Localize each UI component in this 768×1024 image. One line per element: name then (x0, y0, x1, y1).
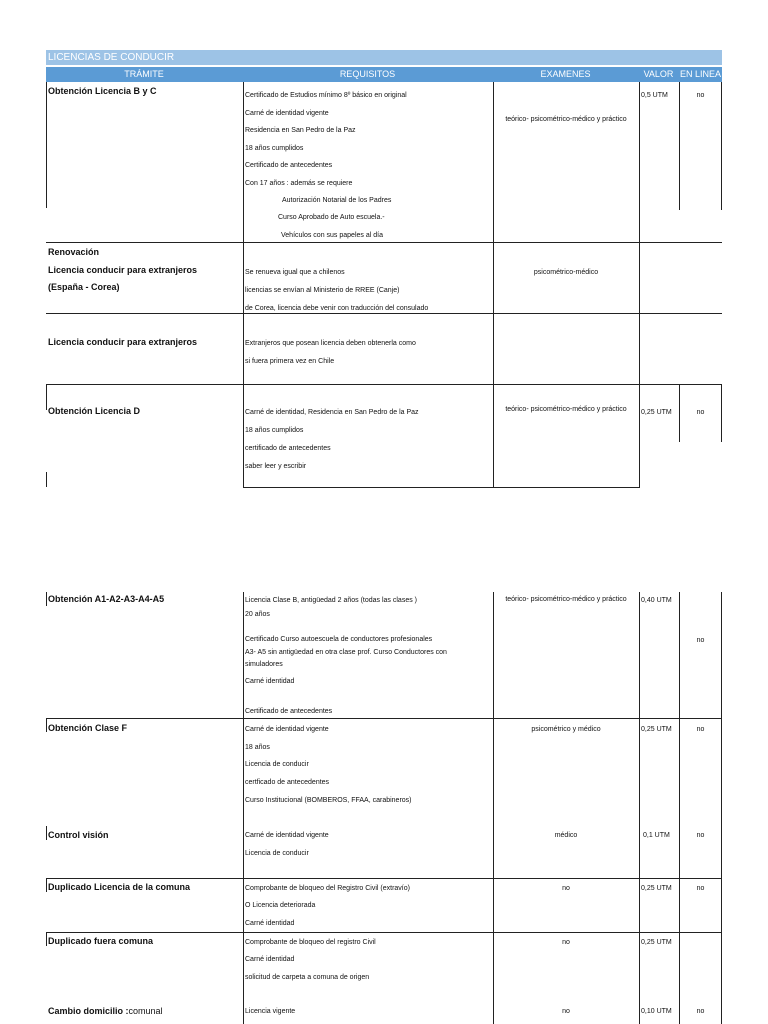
req-line: Carné identidad (245, 920, 295, 927)
tramite-vision: Control visión (48, 830, 109, 840)
req-line: Curso Aprobado de Auto escuela.- (278, 214, 385, 221)
req-line: Licencia Clase B, antigüedad 2 años (todas las clases ) (245, 597, 417, 604)
grid-line (46, 313, 722, 314)
req-line: Residencia en San Pedro de la Paz (245, 127, 356, 134)
grid-line (639, 592, 640, 1024)
req-line: Extranjeros que posean licencia deben obtenerla como (245, 340, 416, 347)
grid-line (243, 82, 244, 487)
grid-line (46, 592, 47, 606)
req-line: licencias se envían al Ministerio de RREE (Canje) (245, 287, 400, 294)
header-examenes: EXAMENES (540, 69, 591, 79)
header-en-linea: EN LINEA (679, 69, 721, 79)
req-line: Comprobante de bloqueo del Registro Civil (extravío) (245, 885, 410, 892)
grid-line (46, 82, 47, 208)
grid-line (46, 384, 722, 385)
header-requisitos: REQUISITOS (339, 69, 396, 79)
grid-line (679, 82, 680, 210)
valor-bc: 0,5 UTM (641, 92, 668, 99)
tramite-duplicado-fuera: Duplicado fuera comuna (48, 936, 154, 946)
tramite-duplicado-comuna: Duplicado Licencia de la comuna (48, 882, 191, 892)
tramite-a: Obtención A1-A2-A3-A4-A5 (48, 594, 165, 604)
req-line: Autorización Notarial de los Padres (282, 197, 392, 204)
examenes-renovacion: psicométrico-médico (533, 269, 599, 276)
tramite-cambio-domicilio (48, 1006, 163, 1017)
req-line: Certificado de antecedentes (245, 162, 333, 169)
examenes-d: teórico- psicométrico-médico y práctico (505, 406, 627, 413)
req-line: O Licencia deteriorada (245, 902, 316, 909)
req-line: Licencia de conducir (245, 761, 309, 768)
req-line: Carné de identidad, Residencia en San Pedro de la Paz (245, 409, 419, 416)
req-line: 18 años (245, 744, 270, 751)
tramite-bc: Obtención Licencia B y C (48, 86, 157, 96)
req-line: Certificado Curso autoescuela de conductores profesionales (245, 636, 433, 643)
valor-vision: 0,1 UTM (643, 832, 670, 839)
tramite-cambio-suffix: comunal (128, 1006, 163, 1016)
grid-line (639, 82, 640, 487)
req-line: Comprobante de bloqueo del registro Civil (245, 939, 376, 946)
grid-line (46, 472, 47, 487)
grid-line (46, 384, 47, 410)
examenes-bc: teórico- psicométrico-médico y práctico (505, 116, 627, 123)
req-line: simuladores (245, 661, 283, 668)
req-line: Carné identidad (245, 956, 295, 963)
grid-line (243, 592, 244, 1024)
req-line: certficado de antecedentes (245, 779, 330, 786)
tramite-extranjeros: Licencia conducir para extranjeros (48, 337, 198, 347)
header-tramite: TRÁMITE (124, 69, 164, 79)
grid-line (493, 82, 494, 487)
tramite-cambio-label: Cambio domicilio : (48, 1006, 129, 1016)
examenes-duplicado-fuera: no (562, 939, 570, 946)
req-line: Con 17 años : además se requiere (245, 180, 353, 187)
req-line: de Corea, licencia debe venir con traducción del consulado (245, 305, 429, 312)
valor-f: 0,25 UTM (641, 726, 672, 733)
table-title: LICENCIAS DE CONDUCIR (48, 52, 175, 63)
en-linea-duplicado-comuna: no (696, 885, 705, 892)
examenes-a: teórico- psicométrico-médico y práctico (505, 596, 627, 603)
grid-line (46, 718, 722, 719)
tramite-renovacion-extranjeros: Licencia conducir para extranjeros (48, 265, 198, 275)
req-line: A3- A5 sin antigüedad en otra clase prof. Curso Conductores con (245, 649, 447, 656)
grid-line (46, 826, 47, 840)
valor-a: 0,40 UTM (641, 597, 672, 604)
grid-line (46, 878, 722, 879)
valor-duplicado-fuera: 0,25 UTM (641, 939, 672, 946)
header-valor: VALOR (643, 69, 674, 79)
req-line: si fuera primera vez en Chile (245, 358, 335, 365)
req-line: 18 años cumplidos (245, 427, 304, 434)
req-line: certificado de antecedentes (245, 445, 331, 452)
examenes-cambio-domicilio: no (562, 1008, 570, 1015)
en-linea-cambio-domicilio: no (696, 1008, 705, 1015)
req-line: 18 años cumplidos (245, 145, 304, 152)
grid-line (46, 718, 47, 732)
req-line: saber leer y escribir (245, 463, 307, 470)
en-linea-a: no (696, 637, 705, 644)
grid-line (721, 592, 722, 1024)
grid-line (721, 82, 722, 210)
grid-line (721, 384, 722, 442)
req-line: Se renueva igual que a chilenos (245, 269, 345, 276)
tramite-renovacion: Renovación (48, 247, 100, 257)
examenes-duplicado-comuna: no (562, 885, 570, 892)
req-line: Carné de identidad vigente (245, 110, 329, 117)
examenes-f: psicométrico y médico (531, 726, 601, 733)
en-linea-f: no (696, 726, 705, 733)
req-line: Carné de identidad vigente (245, 726, 329, 733)
grid-line (46, 878, 47, 892)
req-line: 20 años (245, 611, 270, 618)
grid-line (493, 592, 494, 1024)
en-linea-bc: no (696, 92, 705, 99)
req-line: Licencia vigente (245, 1008, 296, 1015)
tramite-d: Obtención Licencia D (48, 406, 141, 416)
grid-line (243, 487, 640, 488)
grid-line (679, 592, 680, 1024)
en-linea-vision: no (696, 832, 705, 839)
req-line: Licencia de conducir (245, 850, 309, 857)
req-line: Carné de identidad vigente (245, 832, 329, 839)
grid-line (46, 932, 47, 946)
valor-d: 0,25 UTM (641, 409, 672, 416)
valor-cambio-domicilio: 0,10 UTM (641, 1008, 672, 1015)
req-line: Certificado de Estudios mínimo 8º básico en original (245, 92, 407, 99)
req-line: Curso Institucional (BOMBEROS, FFAA, carabineros) (245, 797, 412, 804)
tramite-f: Obtención Clase F (48, 723, 128, 733)
valor-duplicado-comuna: 0,25 UTM (641, 885, 672, 892)
grid-line (46, 242, 722, 243)
en-linea-d: no (696, 409, 705, 416)
req-line: Certificado de antecedentes (245, 708, 333, 715)
tramite-renovacion-paises: (España - Corea) (48, 282, 120, 292)
examenes-vision: médico (554, 832, 578, 839)
req-line: Carné identidad (245, 678, 295, 685)
req-line: Vehículos con sus papeles al día (281, 232, 383, 239)
grid-line (46, 932, 722, 933)
req-line: solicitud de carpeta a comuna de origen (245, 974, 370, 981)
